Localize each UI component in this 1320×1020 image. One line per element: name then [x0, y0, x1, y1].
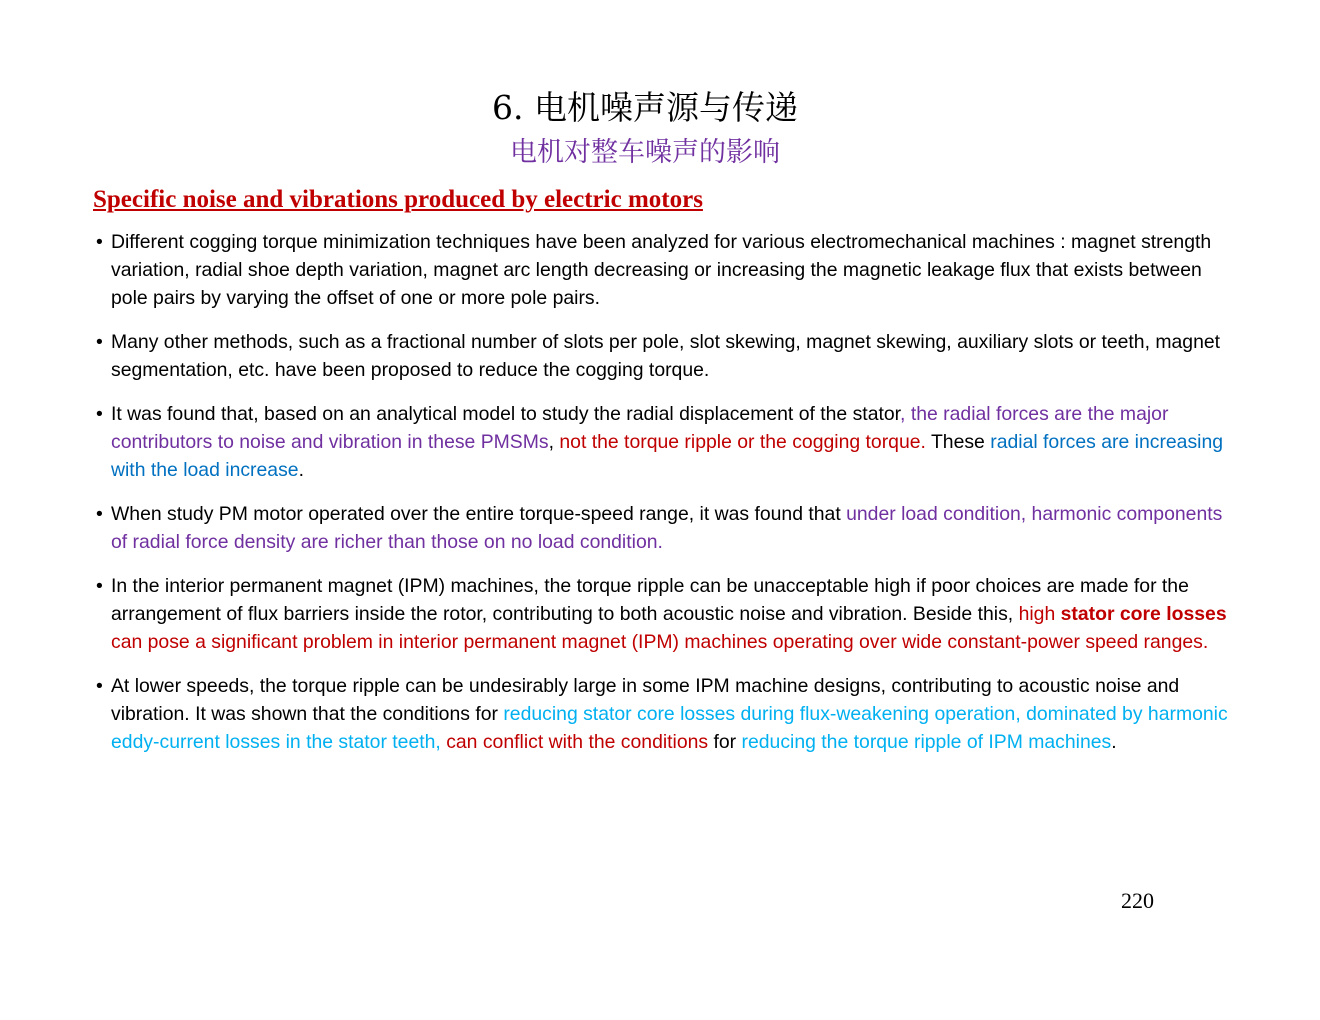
bullet-lower-speeds	[96, 672, 1236, 756]
highlight-load-condition: under load condition, harmonic components of radial force density are richer than those on no load condition.	[111, 503, 1223, 553]
bullet-radial-forces	[96, 400, 1236, 484]
bullet-other-methods	[96, 328, 1236, 384]
highlight-high: high	[1018, 603, 1061, 625]
highlight-reducing-core-losses: reducing stator core losses during flux-weakening operation, dominated by harmonic eddy-current losses in the stator teeth,	[111, 703, 1228, 753]
highlight-conflict: can conflict with the conditions	[446, 731, 709, 753]
highlight-stator-core-losses: stator core losses	[1060, 603, 1227, 625]
slide-subtitle: 电机对整车噪声的影响	[510, 137, 780, 168]
bullet-ipm-machines	[96, 572, 1236, 656]
section-heading: Specific noise and vibrations produced by electric motors	[93, 186, 703, 213]
bullet-text: At lower speeds, the torque ripple can be undesirably large in some IPM machine designs, contributing to acoustic noise and vibration. It was shown that the conditions for	[111, 675, 1180, 725]
bullet-torque-speed-range	[96, 500, 1236, 556]
bullet-text: .	[1111, 731, 1117, 753]
bullet-text: Many other methods, such as a fractional number of slots per pole, slot skewing, magnet skewing, auxiliary slots or teeth, magnet segmentation, etc. have been proposed to reduce the cogging torque.	[111, 331, 1221, 381]
bullet-list	[96, 228, 1236, 772]
bullet-text: ,	[548, 431, 560, 453]
bullet-text: Different cogging torque minimization techniques have been analyzed for various electromechanical machines : magnet strength variation, radial shoe depth variation, magnet arc length decreasing or increasing the magnetic leakage flux that exists between pole pairs by varying the offset of one or more pole pairs.	[111, 231, 1212, 309]
bullet-text: for	[708, 731, 742, 753]
highlight-load-increase: radial forces are increasing with the load increase	[111, 431, 1224, 481]
highlight-not-torque-ripple: not the torque ripple or the cogging torque.	[559, 431, 926, 453]
bullet-text: When study PM motor operated over the entire torque-speed range, it was found that	[111, 503, 847, 525]
bullet-text: .	[298, 459, 304, 481]
slide-title: 6. 电机噪声源与传递	[492, 88, 798, 127]
bullet-text: In the interior permanent magnet (IPM) machines, the torque ripple can be unacceptable high if poor choices are made for the arrangement of flux barriers inside the rotor, contributing to both acoustic noise and vibration. Beside this,	[111, 575, 1189, 625]
highlight-significant-problem: can pose a significant problem in interior permanent magnet (IPM) machines operating over wide constant-power speed ranges.	[111, 631, 1209, 653]
highlight-reducing-torque-ripple: reducing the torque ripple of IPM machines	[741, 731, 1112, 753]
bullet-cogging-techniques	[96, 228, 1236, 312]
bullet-text: It was found that, based on an analytical model to study the radial displacement of the stator	[111, 403, 901, 425]
highlight-major-contributors: , the radial forces are the major contributors to noise and vibration in these PMSMs	[111, 403, 1169, 453]
bullet-text: These	[925, 431, 991, 453]
page-number: 220	[1121, 888, 1154, 913]
